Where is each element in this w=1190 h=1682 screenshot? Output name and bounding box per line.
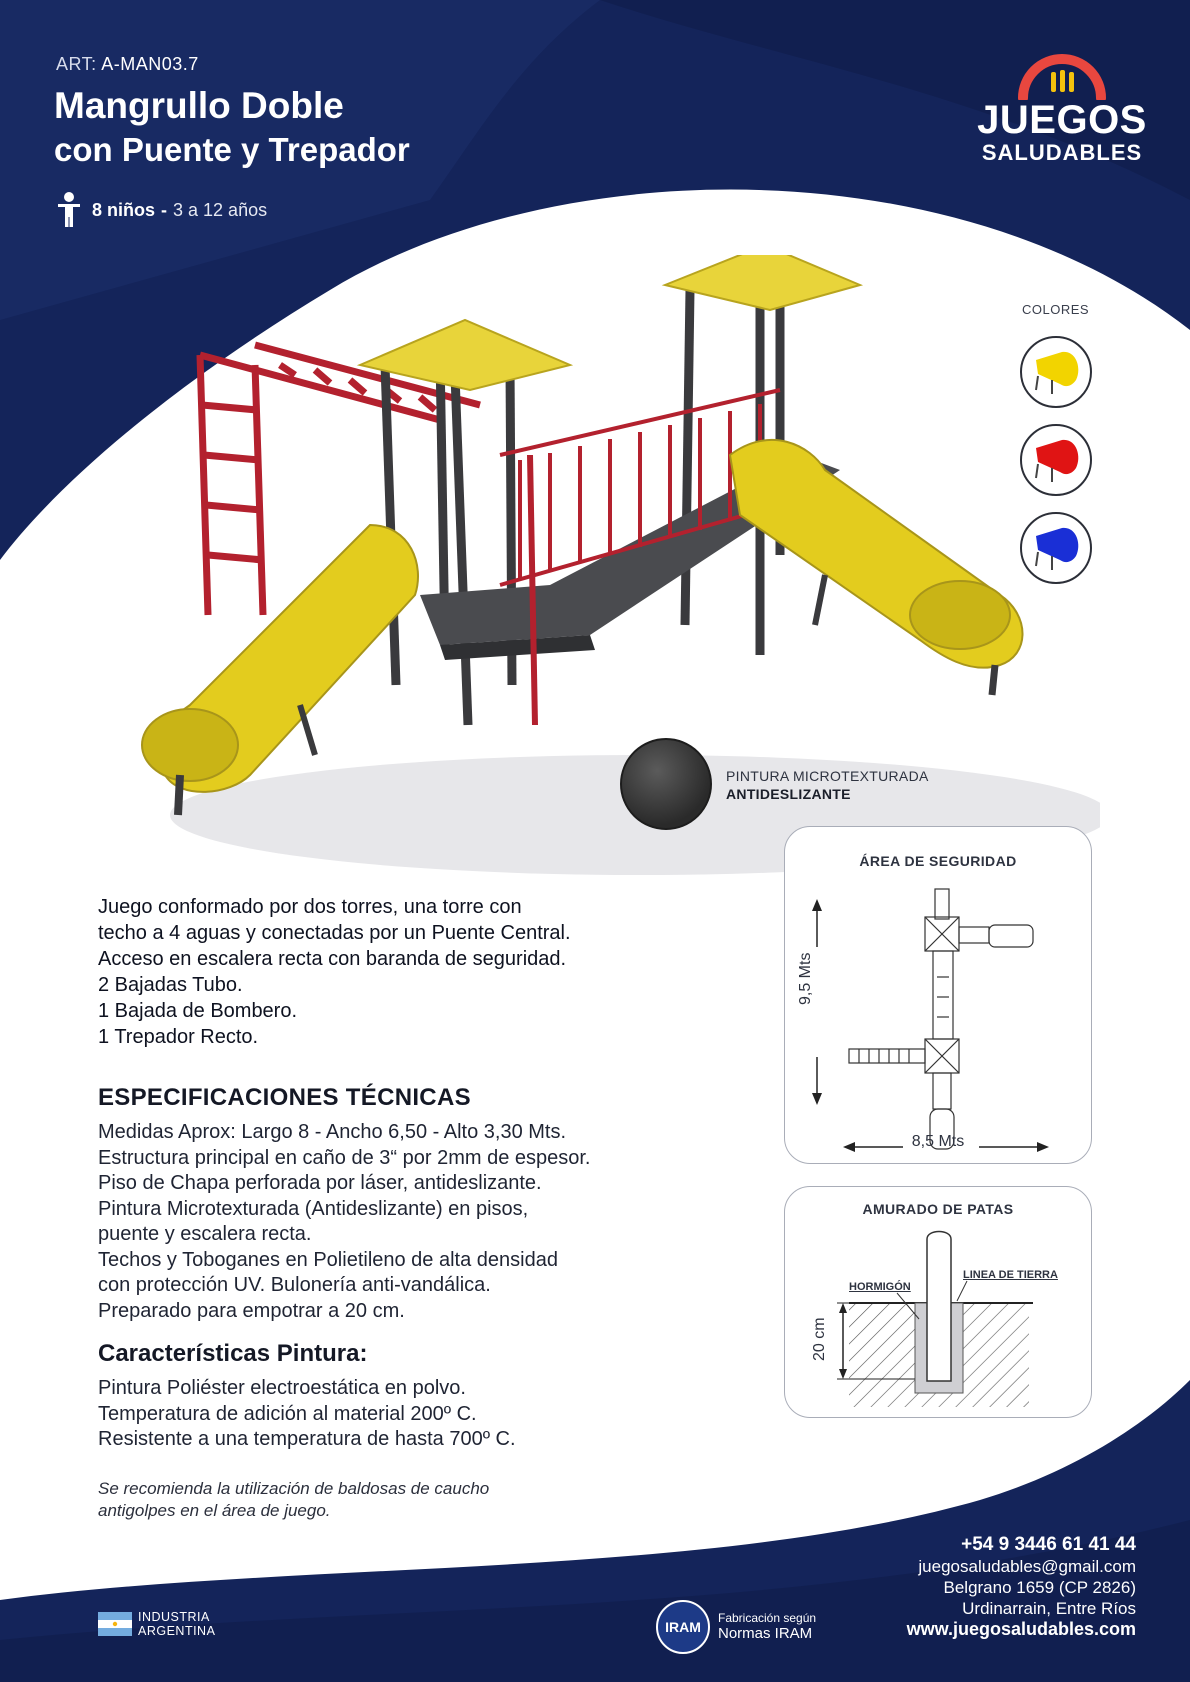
concrete-label: HORMIGÓN [849,1281,911,1293]
article-prefix: ART: [56,54,97,74]
description-line: Juego conformado por dos torres, una torre con [98,896,522,918]
industry-argentina [98,1610,215,1638]
kids-separator: - [161,199,168,220]
playground-illustration [80,255,1100,875]
iram-badge-icon: IRAM [656,1600,710,1654]
blue-slide-icon [1022,514,1090,582]
ground-line-label: LINEA DE TIERRA [963,1269,1058,1281]
contact-address-1: Belgrano 1659 (CP 2826) [943,1578,1136,1597]
contact-website[interactable]: www.juegosaludables.com [906,1619,1136,1639]
colors-label: COLORES [1022,302,1090,317]
title-line-1: Mangrullo Doble [54,85,344,126]
anchoring-title: AMURADO DE PATAS [862,1201,1014,1217]
brand-logo [974,52,1150,166]
specs-list [98,1120,590,1324]
description-line: techo a 4 aguas y conectadas por un Puente Central. [98,922,571,944]
industry-line-1: INDUSTRIA [138,1610,210,1624]
spec-line: Piso de Chapa perforada por láser, antideslizante. [98,1172,542,1194]
safety-area-diagram [785,827,1091,1163]
page-title [54,84,410,172]
safety-area-title: ÁREA DE SEGURIDAD [859,853,1017,869]
spec-line: Preparado para empotrar a 20 cm. [98,1299,405,1322]
paint-heading: Características Pintura: [98,1340,368,1367]
specs-heading: ESPECIFICACIONES TÉCNICAS [98,1084,471,1111]
industry-line-2: ARGENTINA [138,1624,216,1638]
capacity-info [56,192,267,228]
brand-name-line-2: SALUDABLES [981,140,1143,165]
article-number: A-MAN03.7 [101,54,199,74]
spec-line: Estructura principal en caño de 3“ por 2mm de espesor. [98,1146,591,1169]
spec-line: Pintura Microtexturada (Antideslizante) en pisos, [98,1197,529,1220]
iram-line-2: Normas IRAM [718,1625,813,1642]
safety-width-label: 8,5 Mts [911,1133,965,1150]
logo-arc-icon [1017,54,1107,100]
description-line: 2 Bajadas Tubo. [98,974,243,996]
safety-area-panel [784,826,1092,1164]
color-option-red [1020,424,1092,496]
spec-line: Techos y Toboganes en Polietileno de alta densidad [98,1248,558,1271]
note-line-2: antigolpes en el área de juego. [98,1501,331,1520]
color-option-yellow [1020,336,1092,408]
recommendation-note [98,1478,489,1522]
yellow-slide-icon [1022,338,1090,406]
texture-label-line-1: PINTURA MICROTEXTURADA [726,768,929,784]
contact-phone[interactable]: +54 9 3446 61 41 44 [961,1534,1136,1555]
contact-email[interactable]: juegosaludables@gmail.com [918,1557,1136,1576]
depth-label: 20 cm [811,1317,828,1361]
paint-line: Temperatura de adición al material 200º C. [98,1402,477,1425]
paint-line: Pintura Poliéster electroestática en polvo. [98,1377,466,1399]
description-line: 1 Bajada de Bombero. [98,1000,298,1022]
description-line: 1 Trepador Recto. [98,1026,259,1048]
contact-address-2: Urdinarrain, Entre Ríos [962,1599,1136,1618]
product-description [98,894,571,1050]
paint-list [98,1376,516,1453]
brand-name-line-1: JUEGOS [977,98,1147,142]
safety-height-label: 9,5 Mts [797,952,814,1005]
argentina-flag-icon [98,1612,132,1636]
kids-count: 8 niños [92,199,156,220]
anchoring-diagram [785,1187,1091,1417]
title-line-2: con Puente y Trepador [54,131,410,168]
right-tube-slide [730,440,1023,695]
spec-line: puente y escalera recta. [98,1223,312,1245]
red-slide-icon [1022,426,1090,494]
texture-sample-image [620,738,712,830]
spec-line: Medidas Aprox: Largo 8 - Ancho 6,50 - Alto 3,30 Mts. [98,1121,567,1143]
iram-certification [656,1600,816,1654]
color-option-blue [1020,512,1092,584]
iram-line-1: Fabricación según [718,1611,817,1625]
description-line: Acceso en escalera recta con baranda de seguridad. [98,948,567,970]
anchoring-panel [784,1186,1092,1418]
child-icon [56,192,82,228]
age-range: 3 a 12 años [173,199,268,220]
paint-line: Resistente a una temperatura de hasta 700º C. [98,1428,516,1450]
contact-info [907,1534,1136,1640]
article-code [56,54,199,75]
spec-line: con protección UV. Bulonería anti-vandálica. [98,1274,491,1296]
note-line-1: Se recomienda la utilización de baldosas de caucho [98,1479,490,1498]
texture-label-line-2: ANTIDESLIZANTE [726,786,851,802]
